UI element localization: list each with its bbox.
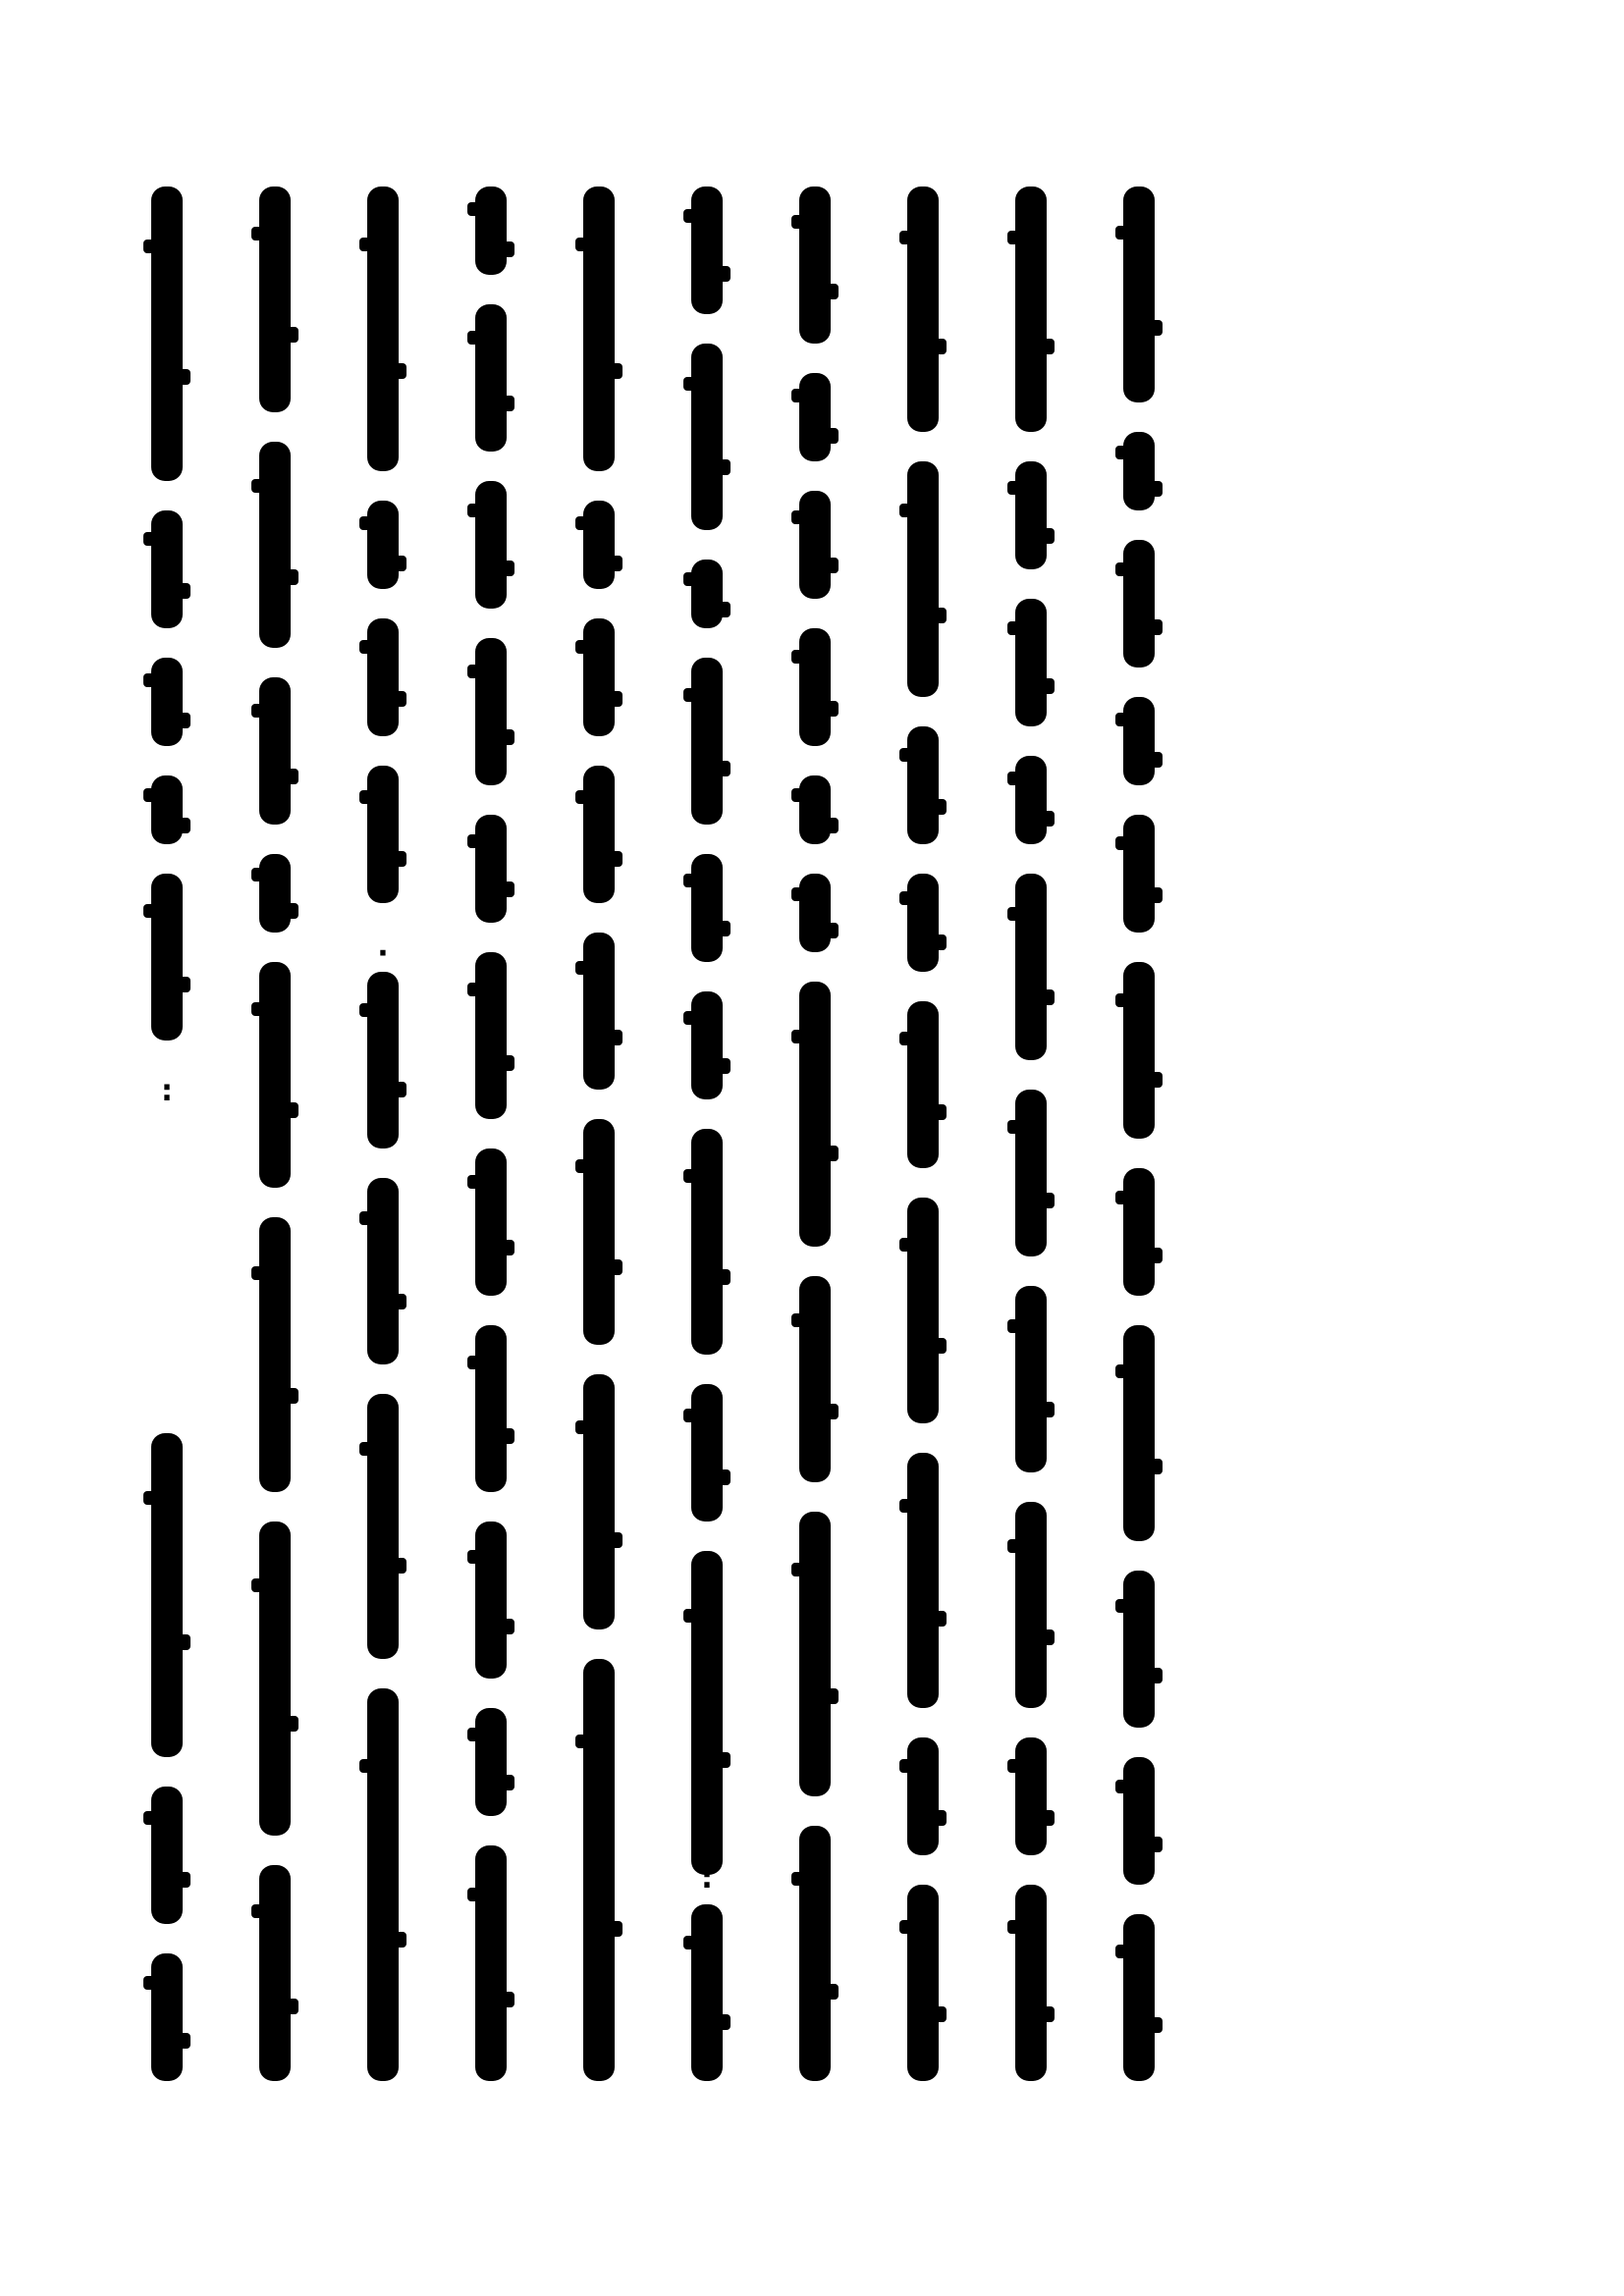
script-run xyxy=(1123,815,1155,933)
script-run xyxy=(583,187,615,471)
text-column-2 xyxy=(253,187,297,2081)
script-run xyxy=(1123,1914,1155,2081)
script-run xyxy=(259,677,291,825)
script-run xyxy=(1015,1502,1047,1708)
punctuation-mark: · xyxy=(1025,2026,1037,2060)
script-run xyxy=(259,187,291,412)
script-run xyxy=(1123,540,1155,667)
text-column-5 xyxy=(577,187,621,2081)
script-run xyxy=(691,1904,723,2081)
script-run xyxy=(583,1659,615,2081)
script-run xyxy=(799,491,831,599)
script-run xyxy=(475,304,507,452)
script-run xyxy=(799,1826,831,2081)
text-column-8 xyxy=(901,187,945,2081)
script-run xyxy=(367,766,399,903)
script-run xyxy=(1123,432,1155,510)
script-run xyxy=(799,982,831,1247)
script-run xyxy=(583,618,615,736)
script-run xyxy=(1123,187,1155,402)
script-run xyxy=(475,481,507,609)
script-run xyxy=(1123,1168,1155,1296)
script-run xyxy=(367,1688,399,2081)
script-run xyxy=(1015,756,1047,844)
script-run xyxy=(259,1522,291,1836)
script-run xyxy=(907,1198,939,1423)
script-run xyxy=(151,1953,183,2081)
script-run xyxy=(907,187,939,432)
text-column-1 xyxy=(145,187,189,2081)
text-column-10 xyxy=(1117,187,1161,2081)
script-run xyxy=(367,501,399,589)
script-run xyxy=(691,991,723,1099)
script-run xyxy=(151,1787,183,1924)
script-run xyxy=(475,638,507,785)
script-run xyxy=(475,952,507,1119)
script-run xyxy=(1015,599,1047,726)
script-run xyxy=(907,1737,939,1855)
script-run xyxy=(691,1551,723,1875)
script-run xyxy=(1123,962,1155,1139)
script-run xyxy=(907,726,939,844)
script-run xyxy=(367,1178,399,1364)
text-column-7 xyxy=(793,187,837,2081)
script-run xyxy=(1015,1090,1047,1256)
script-run xyxy=(691,854,723,962)
script-run xyxy=(799,373,831,461)
script-run xyxy=(1123,1325,1155,1541)
script-run xyxy=(799,775,831,844)
script-run xyxy=(583,501,615,589)
script-run xyxy=(151,1433,183,1757)
script-run xyxy=(691,560,723,628)
script-run xyxy=(1123,697,1155,785)
script-run xyxy=(475,1522,507,1679)
script-run xyxy=(151,187,183,481)
script-run xyxy=(691,1384,723,1522)
script-run xyxy=(583,933,615,1090)
script-run xyxy=(799,1276,831,1482)
punctuation-mark: : xyxy=(701,1861,713,1896)
script-run xyxy=(907,1885,939,2081)
text-column-6 xyxy=(685,187,729,2081)
script-run xyxy=(367,187,399,471)
punctuation-mark: : xyxy=(161,1074,173,1108)
script-run xyxy=(1015,461,1047,569)
script-run xyxy=(151,874,183,1041)
script-run xyxy=(367,972,399,1148)
script-run xyxy=(799,1512,831,1796)
script-run xyxy=(691,658,723,825)
text-column-3 xyxy=(361,187,405,2081)
script-run xyxy=(691,344,723,530)
script-run xyxy=(259,1865,291,2081)
script-run xyxy=(475,187,507,275)
text-column-9 xyxy=(1009,187,1053,2081)
script-run xyxy=(367,1394,399,1659)
script-run xyxy=(583,766,615,903)
text-column-4 xyxy=(469,187,513,2081)
script-run xyxy=(259,442,291,648)
script-run xyxy=(475,815,507,923)
script-run xyxy=(691,1129,723,1355)
script-run xyxy=(151,510,183,628)
script-run xyxy=(475,1325,507,1492)
script-run xyxy=(691,187,723,314)
script-run xyxy=(259,962,291,1188)
script-run xyxy=(151,658,183,746)
script-run xyxy=(259,854,291,933)
script-run xyxy=(1015,1737,1047,1855)
script-run xyxy=(1123,1757,1155,1885)
script-run xyxy=(907,1001,939,1168)
script-run xyxy=(1015,874,1047,1060)
script-run xyxy=(1015,187,1047,432)
script-run xyxy=(583,1374,615,1629)
script-run xyxy=(907,874,939,972)
script-run xyxy=(799,187,831,344)
script-run xyxy=(1123,1571,1155,1728)
script-run xyxy=(475,1148,507,1296)
script-run xyxy=(259,1217,291,1492)
script-run xyxy=(583,1119,615,1345)
script-run xyxy=(799,874,831,952)
script-run xyxy=(475,1708,507,1816)
script-run xyxy=(907,461,939,697)
script-run xyxy=(799,628,831,746)
script-run xyxy=(1015,1286,1047,1472)
script-run xyxy=(475,1845,507,2081)
script-run xyxy=(151,775,183,844)
script-run xyxy=(367,618,399,736)
punctuation-mark: · xyxy=(377,936,389,971)
script-run xyxy=(907,1453,939,1708)
